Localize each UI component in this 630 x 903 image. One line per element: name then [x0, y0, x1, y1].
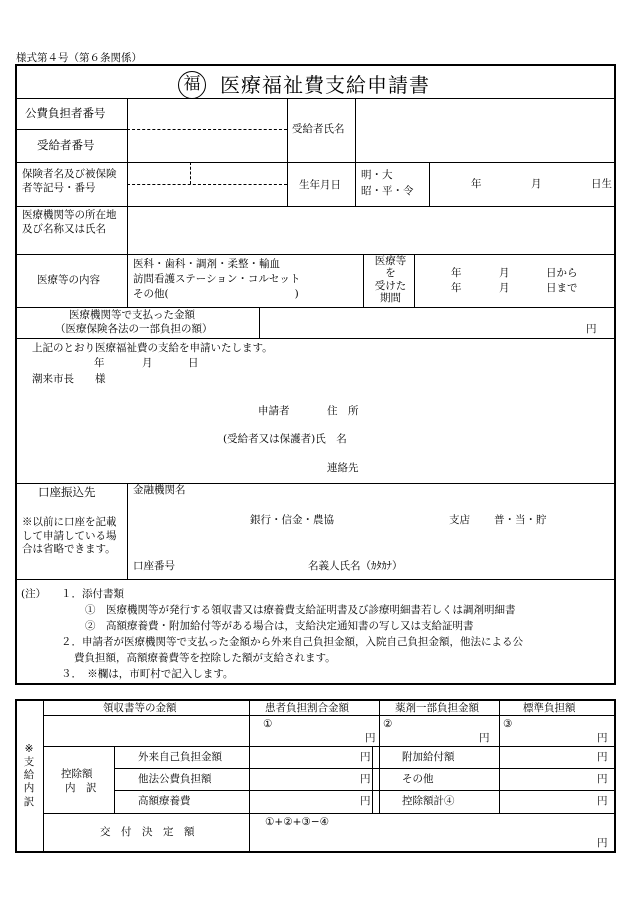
- fuku-mark: 福: [178, 71, 206, 99]
- recipient-no-label: 受給者番号: [37, 138, 95, 152]
- circle-3: ③: [503, 718, 513, 730]
- account-types: 普・当・貯: [494, 514, 547, 526]
- yen-1: 円: [365, 732, 376, 744]
- institution-field[interactable]: [129, 208, 613, 252]
- holder-name-label: 名義人氏名（ｶﾀｶﾅ）: [308, 560, 403, 572]
- insurer-name-label: 保険者名及び被保険者等記号・番号: [22, 168, 117, 195]
- birth-month: 月: [531, 178, 542, 190]
- content-line3: その他( ): [133, 288, 299, 300]
- content-line2: 訪問看護ステーション・コルセット: [133, 273, 301, 285]
- page-title: 医療福祉費支給申請書: [220, 73, 430, 97]
- note-1: １．添付書類: [61, 588, 124, 600]
- declaration-month: 月: [142, 357, 153, 369]
- payment-formula: ①+②+③−④: [265, 816, 330, 828]
- recipient-name-label: 受給者氏名: [292, 123, 345, 135]
- high-cost-yen: 円: [360, 795, 371, 807]
- bank-heading: 口座振込先: [38, 485, 96, 499]
- deduction-label-1: 控除額: [61, 768, 93, 780]
- high-cost-label: 高額療養費: [138, 795, 191, 807]
- other-public-yen: 円: [360, 773, 371, 785]
- period-to-day: 日まで: [546, 282, 578, 294]
- deduction-total-label: 控除額計④: [402, 795, 455, 807]
- period-to-month: 月: [499, 282, 510, 294]
- account-no-label: 口座番号: [133, 560, 175, 572]
- addressee: 潮来市長 様: [32, 373, 106, 385]
- note-2b: 費負担額，高額療養費等を控除した額が支給されます。: [74, 652, 336, 664]
- note-1a: ① 医療機関等が発行する領収書又は療養費支給証明書及び診療明細書若しくは調剤明細書: [85, 604, 516, 616]
- other-public-label: 他法公費負担額: [138, 773, 212, 785]
- birth-year: 年: [471, 178, 482, 190]
- paid-label-line1: 医療機関等で支払った金額: [69, 309, 195, 321]
- other-label: その他: [402, 773, 434, 785]
- address-label: 住 所: [327, 405, 359, 417]
- receipt-amount-header: 領収書等の金額: [103, 702, 177, 714]
- bank-note: ※以前に口座を記載して申請している場合は省略できます。: [22, 516, 117, 556]
- declaration-statement: 上記のとおり医療福祉費の支給を申請いたします。: [32, 342, 273, 354]
- application-form: [15, 64, 616, 685]
- institution-label: 医療機関等の所在地及び名称又は氏名: [22, 209, 117, 236]
- insurer-number-field[interactable]: [129, 164, 286, 204]
- paid-amount-field[interactable]: [261, 309, 613, 337]
- period-from-month: 月: [499, 267, 510, 279]
- circle-1: ①: [263, 718, 273, 730]
- yen-3: 円: [597, 732, 608, 744]
- deduction-label-2: 内 訳: [65, 782, 97, 794]
- content-line1: 医科・歯科・調剤・柔整・輸血: [133, 258, 280, 270]
- birthdate-label: 生年月日: [299, 179, 341, 191]
- outpatient-label: 外来自己負担金額: [138, 751, 222, 763]
- form-number: 様式第４号（第６条関係）: [16, 52, 142, 64]
- additional-yen: 円: [597, 751, 608, 763]
- paid-label-line2: （医療保険各法の一部負担の額）: [55, 323, 213, 335]
- outpatient-yen: 円: [360, 751, 371, 763]
- birth-day: 日生: [591, 178, 612, 190]
- col-drug-header: 薬剤一部負担金額: [395, 702, 479, 714]
- col-standard-header: 標準負担額: [523, 702, 576, 714]
- breakdown-side-label: ※ 支 給 内 訳: [23, 743, 35, 808]
- period-to-year: 年: [451, 282, 462, 294]
- note-3: ３． ※欄は，市町村で記入します。: [61, 668, 234, 680]
- applicant-label: 申請者: [258, 405, 290, 417]
- medical-content-label: 医療等の内容: [37, 274, 100, 286]
- contact-label: 連絡先: [327, 462, 359, 474]
- other-yen: 円: [597, 773, 608, 785]
- payment-breakdown-table: [15, 699, 616, 853]
- circle-2: ②: [383, 718, 393, 730]
- recipient-name-field[interactable]: [357, 100, 613, 160]
- institution-name-label: 金融機関名: [133, 484, 186, 496]
- note-1b: ② 高額療養費・附加給付等がある場合は，支給決定通知書の写し又は支給証明書: [85, 620, 474, 632]
- declaration-day: 日: [188, 357, 199, 369]
- deduction-total-yen: 円: [597, 795, 608, 807]
- paid-yen: 円: [586, 323, 597, 335]
- declaration-year: 年: [94, 357, 105, 369]
- payment-decision-label: 交 付 決 定 額: [100, 826, 195, 838]
- public-payer-no-label: 公費負担者番号: [25, 106, 106, 120]
- period-from-year: 年: [451, 267, 462, 279]
- note-2a: ２．申請者が医療機関等で支払った金額から外来自己負担金額，入院自己負担金額，他法による公: [61, 636, 523, 648]
- payment-yen: 円: [597, 837, 608, 849]
- branch-label: 支店: [449, 514, 470, 526]
- additional-label: 附加給付額: [402, 751, 455, 763]
- name-label: (受給者又は保護者)氏 名: [223, 433, 347, 445]
- period-label: 医療等 を 受けた 期間: [374, 255, 407, 305]
- col-patient-header: 患者負担割合金額: [265, 702, 349, 714]
- period-from-day: 日から: [546, 267, 578, 279]
- notes-prefix: (注）: [21, 588, 47, 600]
- yen-2: 円: [479, 732, 490, 744]
- era-line1: 明・大: [361, 169, 393, 181]
- bank-types: 銀行・信金・農協: [250, 514, 334, 526]
- era-line2: 昭・平・令: [361, 185, 414, 197]
